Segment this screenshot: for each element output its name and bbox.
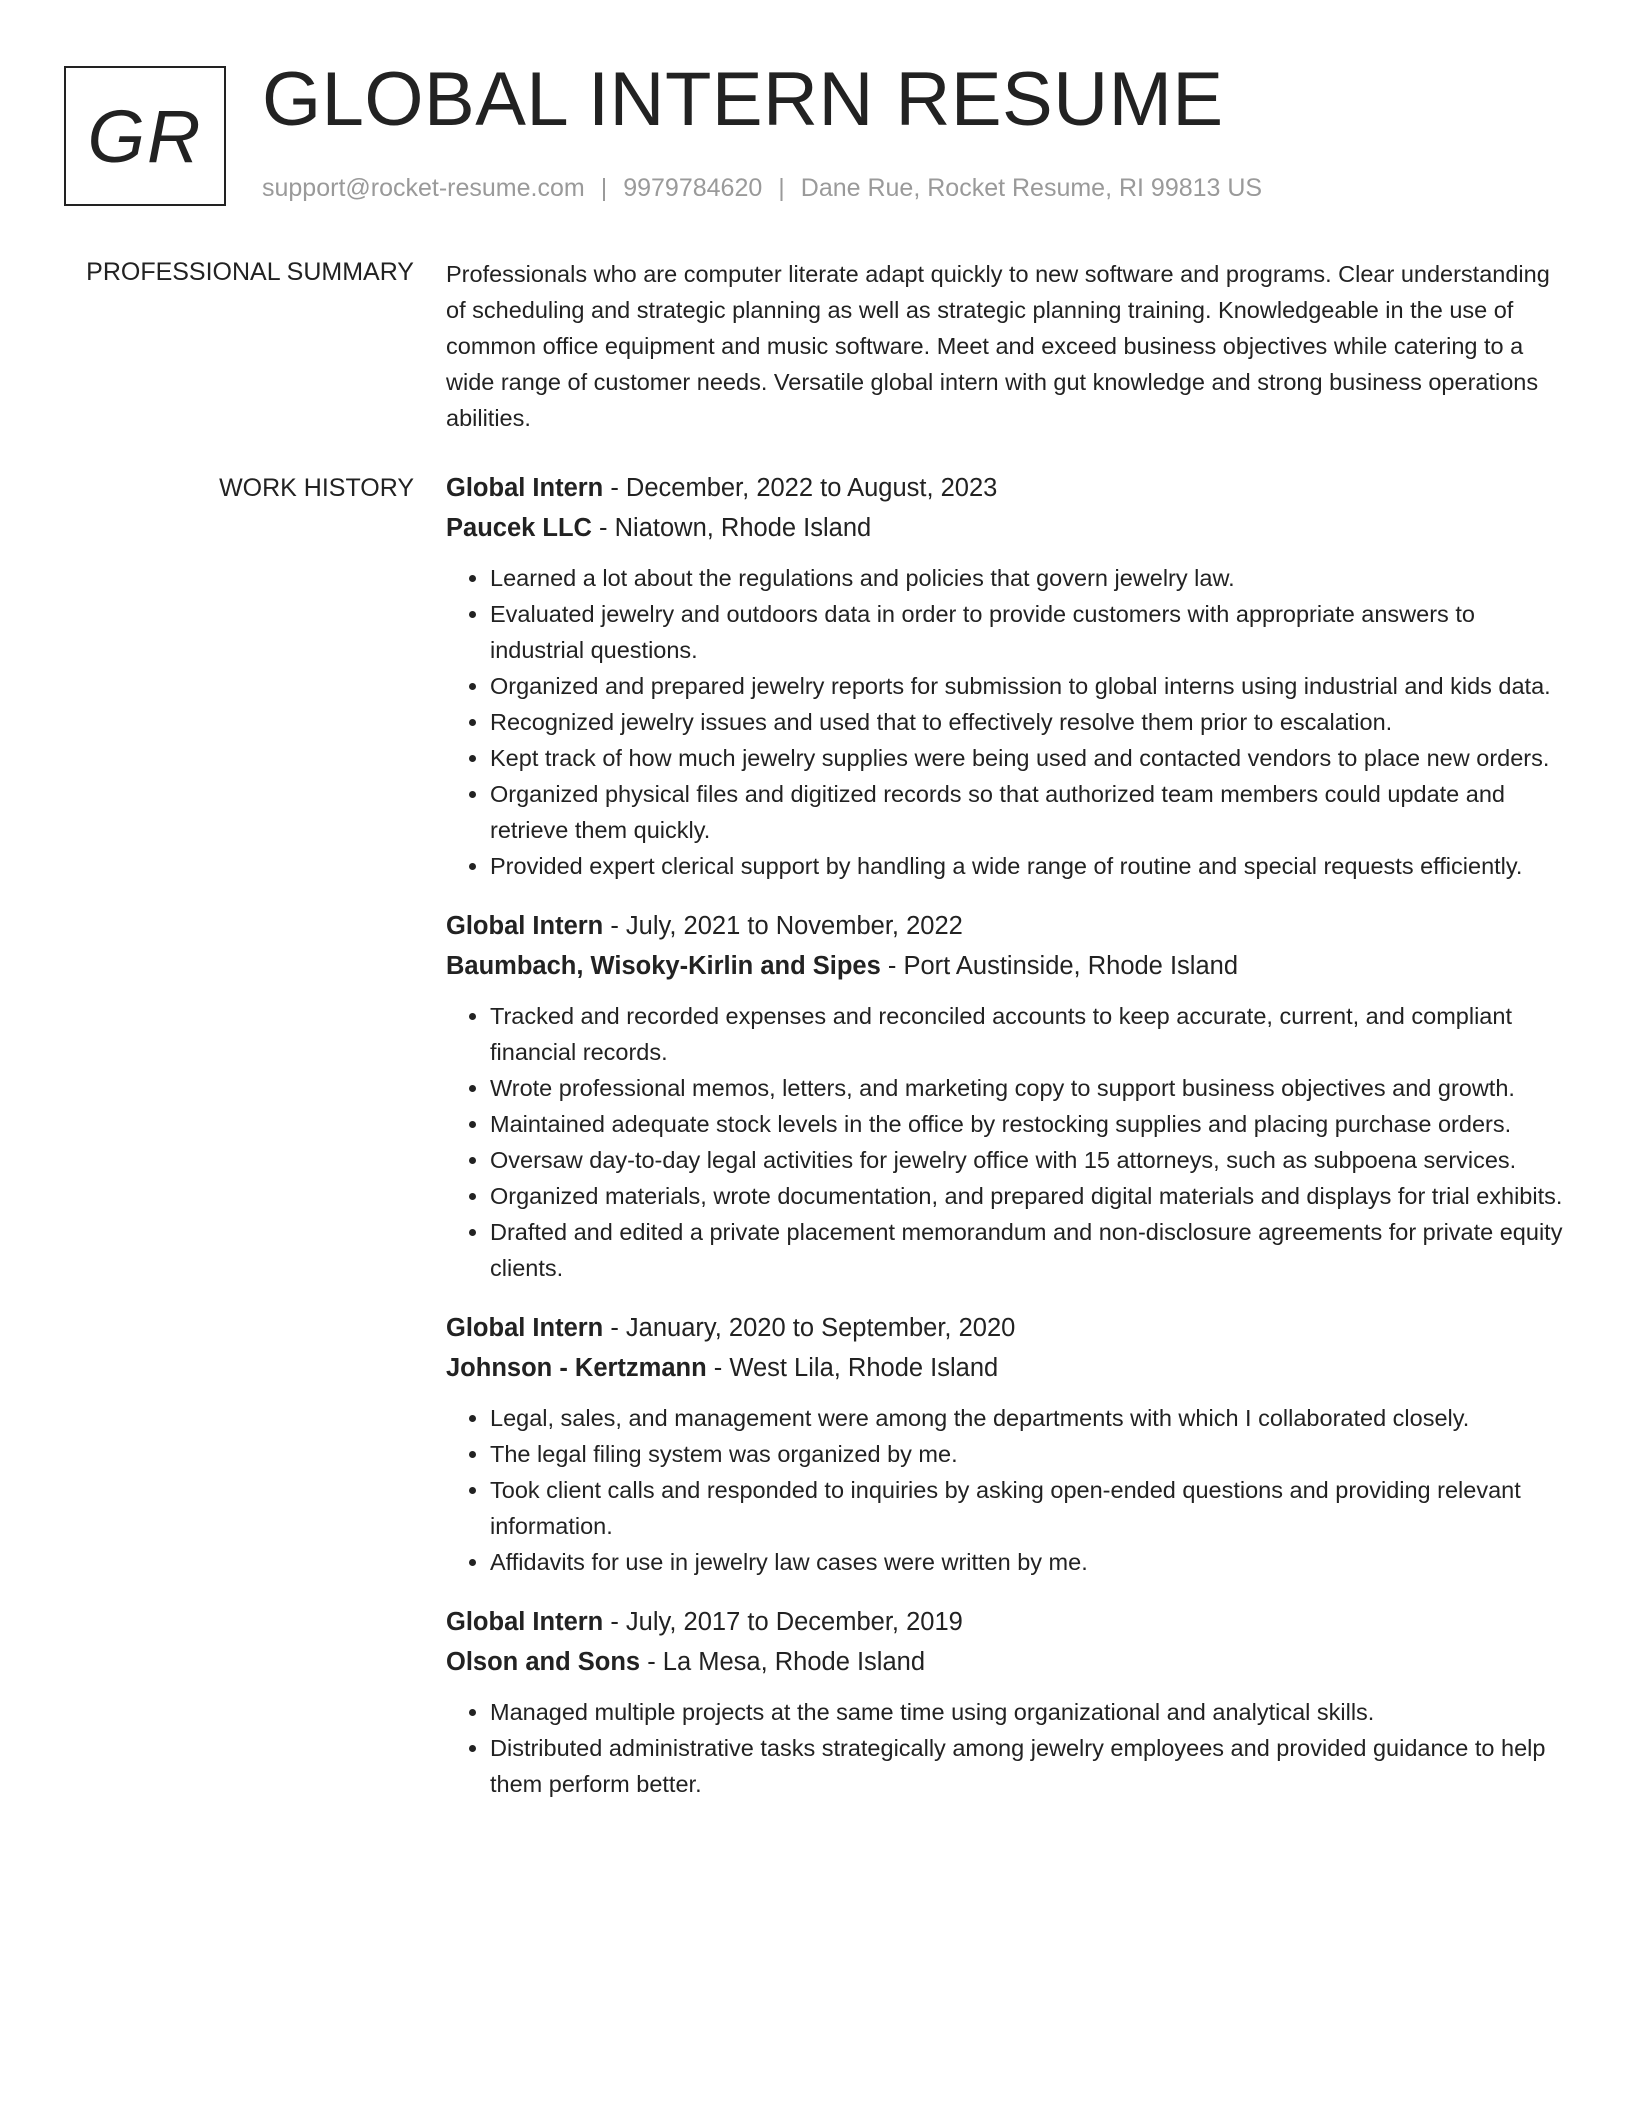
contact-line bbox=[262, 174, 1262, 203]
job-bullet: • Kept track of how much jewelry supplies were being used and contacted vendors to place new orders. bbox=[490, 740, 1570, 776]
job-location: - Niatown, Rhode Island bbox=[591, 514, 872, 542]
job-title-line bbox=[446, 906, 1570, 946]
job-bullet: • Evaluated jewelry and outdoors data in order to provide customers with appropriate answers to industrial questions. bbox=[490, 596, 1570, 668]
job-bullet-list bbox=[446, 998, 1570, 1286]
job-bullet: • Maintained adequate stock levels in the office by restocking supplies and placing purchase orders. bbox=[490, 1106, 1570, 1142]
job-bullet: • Took client calls and responded to inquiries by asking open-ended questions and providing relevant information. bbox=[490, 1472, 1570, 1544]
monogram-initials: GR bbox=[87, 94, 203, 178]
job-bullet: • Tracked and recorded expenses and reconciled accounts to keep accurate, current, and compliant financial records. bbox=[490, 998, 1570, 1070]
job-location: - Port Austinside, Rhode Island bbox=[880, 952, 1238, 980]
job-bullet: • Provided expert clerical support by handling a wide range of routine and special requests efficiently. bbox=[490, 848, 1570, 884]
job-dates: - July, 2021 to November, 2022 bbox=[603, 912, 963, 940]
resume-title: GLOBAL INTERN RESUME bbox=[262, 57, 1224, 142]
contact-email: support@rocket-resume.com bbox=[262, 174, 585, 202]
job-location: - West Lila, Rhode Island bbox=[706, 1354, 999, 1382]
job-company: Baumbach, Wisoky-Kirlin and Sipes bbox=[446, 952, 881, 980]
job-bullet: • Affidavits for use in jewelry law cases were written by me. bbox=[490, 1544, 1570, 1580]
job-entry bbox=[446, 1308, 1570, 1580]
contact-separator: | bbox=[600, 174, 608, 202]
job-entry bbox=[446, 468, 1570, 884]
job-entry bbox=[446, 1602, 1570, 1802]
job-bullet: • Organized materials, wrote documentation, and prepared digital materials and displays for trial exhibits. bbox=[490, 1178, 1570, 1214]
job-dates: - December, 2022 to August, 2023 bbox=[603, 474, 998, 502]
job-bullet-list bbox=[446, 1694, 1570, 1802]
job-bullet: • Managed multiple projects at the same time using organizational and analytical skills. bbox=[490, 1694, 1570, 1730]
job-dates: - January, 2020 to September, 2020 bbox=[603, 1314, 1016, 1342]
job-company: Paucek LLC bbox=[446, 514, 592, 542]
job-bullet: • Oversaw day-to-day legal activities for jewelry office with 15 attorneys, such as subpoena services. bbox=[490, 1142, 1570, 1178]
contact-address: Dane Rue, Rocket Resume, RI 99813 US bbox=[800, 174, 1263, 202]
contact-separator: | bbox=[778, 174, 785, 202]
contact-phone: 9979784620 bbox=[623, 174, 763, 202]
summary-heading: PROFESSIONAL SUMMARY bbox=[86, 258, 414, 286]
job-title: Global Intern bbox=[446, 1314, 604, 1342]
job-bullet-list bbox=[446, 1400, 1570, 1580]
job-company-line bbox=[446, 1348, 1570, 1388]
job-list bbox=[446, 468, 1570, 1824]
job-title: Global Intern bbox=[446, 1608, 604, 1636]
job-bullet: • Organized and prepared jewelry reports for submission to global interns using industrial and kids data. bbox=[490, 668, 1570, 704]
job-bullet-list bbox=[446, 560, 1570, 884]
job-dates: - July, 2017 to December, 2019 bbox=[603, 1608, 963, 1636]
job-bullet: • Legal, sales, and management were among the departments with which I collaborated closely. bbox=[490, 1400, 1570, 1436]
job-company-line bbox=[446, 946, 1570, 986]
job-bullet: • Wrote professional memos, letters, and marketing copy to support business objectives and growth. bbox=[490, 1070, 1570, 1106]
job-company: Olson and Sons bbox=[446, 1648, 641, 1676]
job-title: Global Intern bbox=[446, 474, 604, 502]
job-bullet: • Recognized jewelry issues and used that to effectively resolve them prior to escalation. bbox=[490, 704, 1570, 740]
job-bullet: • Organized physical files and digitized records so that authorized team members could update and retrieve them quickly. bbox=[490, 776, 1570, 848]
job-bullet: • Drafted and edited a private placement memorandum and non-disclosure agreements for private equity clients. bbox=[490, 1214, 1570, 1286]
job-company-line bbox=[446, 508, 1570, 548]
summary-body bbox=[446, 256, 1570, 436]
job-company-line bbox=[446, 1642, 1570, 1682]
summary-text: Professionals who are computer literate adapt quickly to new software and programs. Clear understanding of scheduling and strategic planning as well as strategic planning training. Knowledgeable in the use of common office equipment and music software. Meet and exceed business objectives while catering to a wide range of customer needs. Versatile global intern with gut knowledge and strong business operations abilities. bbox=[446, 261, 1550, 431]
job-location: - La Mesa, Rhode Island bbox=[640, 1648, 926, 1676]
job-title-line bbox=[446, 468, 1570, 508]
job-title-line bbox=[446, 1308, 1570, 1348]
job-bullet: • Distributed administrative tasks strategically among jewelry employees and provided guidance to help them perform better. bbox=[490, 1730, 1570, 1802]
job-company: Johnson - Kertzmann bbox=[446, 1354, 707, 1382]
job-title: Global Intern bbox=[446, 912, 604, 940]
job-title-line bbox=[446, 1602, 1570, 1642]
job-entry bbox=[446, 906, 1570, 1286]
job-bullet: • The legal filing system was organized by me. bbox=[490, 1436, 1570, 1472]
monogram-badge bbox=[64, 66, 226, 206]
job-bullet: • Learned a lot about the regulations and policies that govern jewelry law. bbox=[490, 560, 1570, 596]
work-history-heading: WORK HISTORY bbox=[219, 474, 414, 502]
